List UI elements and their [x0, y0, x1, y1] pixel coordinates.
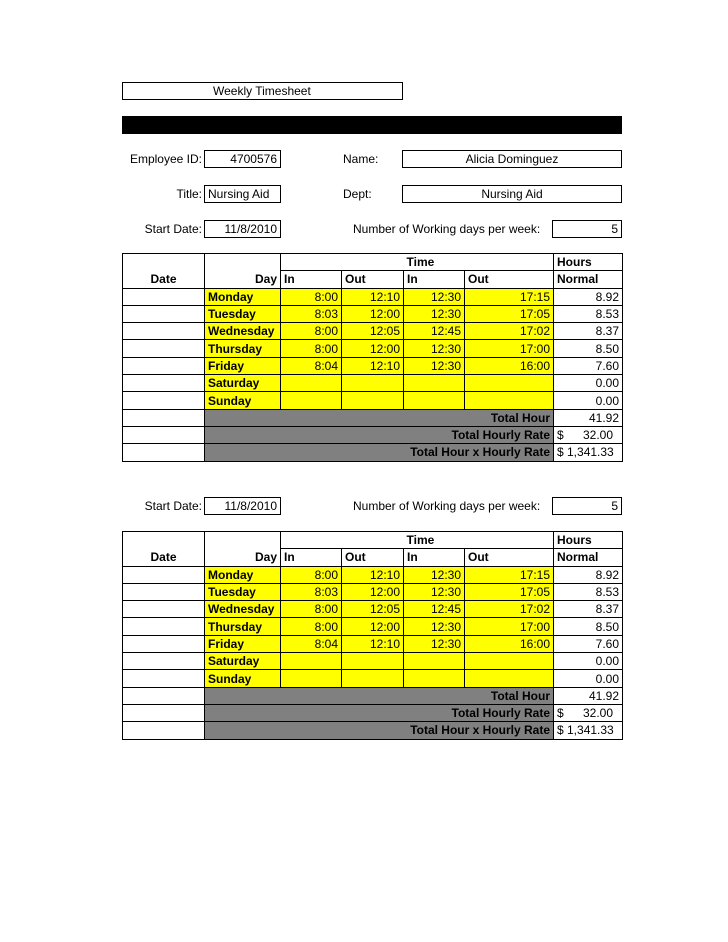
time-in-cell[interactable]: 8:00	[281, 288, 342, 305]
time-out-cell[interactable]	[465, 670, 554, 687]
table-row	[123, 305, 623, 322]
time-in-cell[interactable]: 8:04	[281, 357, 342, 374]
start-date-field[interactable]: 11/8/2010	[204, 220, 281, 238]
date-cell[interactable]	[123, 340, 205, 357]
time-out-cell[interactable]: 12:10	[342, 357, 404, 374]
title-field[interactable]: Nursing Aid	[204, 185, 281, 203]
time-in-cell[interactable]: 12:30	[404, 635, 465, 652]
out-header: Out	[465, 549, 554, 566]
time-in-cell[interactable]: 12:30	[404, 288, 465, 305]
currency-symbol: $	[557, 706, 564, 721]
hours-cell: 8.53	[554, 305, 623, 322]
hourly-rate-row	[123, 426, 623, 443]
hours-cell: 0.00	[554, 670, 623, 687]
day-cell: Thursday	[205, 340, 281, 357]
hours-cell: 8.37	[554, 323, 623, 340]
timesheet-table	[122, 531, 623, 740]
time-in-cell[interactable]	[404, 392, 465, 409]
total-hour-row	[123, 409, 623, 426]
time-in-cell[interactable]: 8:00	[281, 618, 342, 635]
date-cell[interactable]	[123, 670, 205, 687]
time-in-cell[interactable]: 8:00	[281, 323, 342, 340]
out-header: Out	[465, 271, 554, 288]
employee-id-label: Employee ID:	[129, 152, 202, 166]
date-header: Date	[123, 549, 205, 566]
day-cell: Sunday	[205, 392, 281, 409]
hours-cell: 8.53	[554, 583, 623, 600]
rate-amount: 32.00	[582, 428, 613, 443]
date-cell[interactable]	[123, 601, 205, 618]
out-header: Out	[342, 271, 404, 288]
time-out-cell[interactable]: 12:05	[342, 601, 404, 618]
time-in-cell[interactable]	[404, 653, 465, 670]
time-in-cell[interactable]: 8:00	[281, 566, 342, 583]
time-out-cell[interactable]: 12:00	[342, 618, 404, 635]
day-cell: Wednesday	[205, 323, 281, 340]
time-out-cell[interactable]: 12:00	[342, 340, 404, 357]
table-row	[123, 340, 623, 357]
table-row	[123, 392, 623, 409]
hours-header: Hours	[554, 532, 623, 549]
currency-symbol: $	[557, 428, 564, 443]
time-out-cell[interactable]	[342, 670, 404, 687]
table-row	[123, 618, 623, 635]
time-in-cell[interactable]: 8:00	[281, 340, 342, 357]
day-cell: Tuesday	[205, 305, 281, 322]
dept-field[interactable]: Nursing Aid	[402, 185, 622, 203]
header-banner	[122, 116, 622, 134]
working-days-field[interactable]: 5	[552, 220, 622, 238]
date-cell[interactable]	[123, 653, 205, 670]
in-header: In	[281, 549, 342, 566]
time-out-cell[interactable]: 17:05	[465, 305, 554, 322]
time-in-cell[interactable]	[281, 392, 342, 409]
hours-cell: 8.92	[554, 288, 623, 305]
timesheet-table	[122, 253, 623, 462]
rate-amount: 32.00	[582, 706, 613, 721]
time-out-cell[interactable]: 12:10	[342, 288, 404, 305]
time-header: Time	[404, 254, 465, 271]
hours-cell: 7.60	[554, 357, 623, 374]
start-date-label: Start Date:	[144, 499, 202, 513]
time-out-cell[interactable]: 17:05	[465, 583, 554, 600]
normal-header: Normal	[554, 549, 623, 566]
time-out-cell[interactable]: 17:00	[465, 340, 554, 357]
hours-cell: 7.60	[554, 635, 623, 652]
date-cell[interactable]	[123, 305, 205, 322]
total-hour-label: Total Hour	[205, 409, 554, 426]
date-cell[interactable]	[123, 323, 205, 340]
day-cell: Friday	[205, 357, 281, 374]
hours-cell: 8.50	[554, 340, 623, 357]
hours-cell: 0.00	[554, 392, 623, 409]
table-row	[123, 601, 623, 618]
time-in-cell[interactable]	[404, 375, 465, 392]
table-row	[123, 635, 623, 652]
total-hour-value: 41.92	[554, 409, 623, 426]
table-row	[123, 323, 623, 340]
time-out-cell[interactable]	[465, 392, 554, 409]
dept-label: Dept:	[343, 187, 372, 201]
day-header: Day	[205, 271, 281, 288]
day-cell: Saturday	[205, 375, 281, 392]
timesheet-title-box	[122, 82, 403, 100]
time-out-cell[interactable]: 17:02	[465, 323, 554, 340]
time-in-cell[interactable]	[281, 670, 342, 687]
time-in-cell[interactable]: 8:03	[281, 583, 342, 600]
time-out-cell[interactable]	[342, 653, 404, 670]
time-out-cell[interactable]: 17:02	[465, 601, 554, 618]
out-header: Out	[342, 549, 404, 566]
in-header: In	[404, 271, 465, 288]
hourly-rate-label: Total Hourly Rate	[205, 426, 554, 443]
table-row	[123, 288, 623, 305]
time-out-cell[interactable]	[342, 392, 404, 409]
day-cell: Monday	[205, 288, 281, 305]
time-out-cell[interactable]: 17:15	[465, 288, 554, 305]
hourly-rate-value[interactable]	[554, 426, 623, 443]
date-cell[interactable]	[123, 375, 205, 392]
time-out-cell[interactable]	[465, 375, 554, 392]
date-cell[interactable]	[123, 635, 205, 652]
hours-cell: 8.92	[554, 566, 623, 583]
date-cell[interactable]	[123, 618, 205, 635]
time-in-cell[interactable]: 8:04	[281, 635, 342, 652]
hours-cell: 8.50	[554, 618, 623, 635]
day-cell: Monday	[205, 566, 281, 583]
working-days-field[interactable]: 5	[552, 497, 622, 515]
day-header: Day	[205, 549, 281, 566]
total-hour-label: Total Hour	[205, 687, 554, 704]
day-cell: Sunday	[205, 670, 281, 687]
time-in-cell[interactable]: 12:30	[404, 583, 465, 600]
total-pay-row	[123, 444, 623, 461]
hourly-rate-row	[123, 704, 623, 721]
table-row	[123, 566, 623, 583]
start-date-label: Start Date:	[144, 222, 202, 236]
date-cell[interactable]	[123, 288, 205, 305]
time-out-cell[interactable]	[342, 375, 404, 392]
table-row	[123, 670, 623, 687]
time-in-cell[interactable]: 12:45	[404, 323, 465, 340]
date-cell[interactable]	[123, 357, 205, 374]
time-out-cell[interactable]: 16:00	[465, 635, 554, 652]
table-row	[123, 375, 623, 392]
working-days-label: Number of Working days per week:	[353, 499, 541, 513]
day-cell: Wednesday	[205, 601, 281, 618]
hourly-rate-value[interactable]	[554, 704, 623, 721]
timesheet-title: Weekly Timesheet	[213, 84, 311, 98]
time-in-cell[interactable]: 12:45	[404, 601, 465, 618]
name-label: Name:	[343, 152, 379, 166]
time-in-cell[interactable]	[404, 670, 465, 687]
time-in-cell[interactable]: 8:03	[281, 305, 342, 322]
hours-cell: 0.00	[554, 653, 623, 670]
time-in-cell[interactable]	[281, 653, 342, 670]
date-header: Date	[123, 271, 205, 288]
normal-header: Normal	[554, 271, 623, 288]
total-pay-row	[123, 722, 623, 739]
time-out-cell[interactable]: 17:00	[465, 618, 554, 635]
total-hour-row	[123, 687, 623, 704]
time-out-cell[interactable]: 12:00	[342, 583, 404, 600]
time-in-cell[interactable]	[281, 375, 342, 392]
hours-cell: 8.37	[554, 601, 623, 618]
day-cell: Saturday	[205, 653, 281, 670]
time-out-cell[interactable]: 12:10	[342, 635, 404, 652]
time-out-cell[interactable]: 16:00	[465, 357, 554, 374]
day-cell: Tuesday	[205, 583, 281, 600]
time-header: Time	[404, 532, 465, 549]
date-cell[interactable]	[123, 392, 205, 409]
time-in-cell[interactable]: 12:30	[404, 618, 465, 635]
time-out-cell[interactable]: 17:15	[465, 566, 554, 583]
name-field[interactable]: Alicia Dominguez	[402, 150, 622, 168]
working-days-label: Number of Working days per week:	[353, 222, 541, 236]
total-pay-label: Total Hour x Hourly Rate	[205, 444, 554, 461]
time-in-cell[interactable]: 12:30	[404, 357, 465, 374]
time-out-cell[interactable]: 12:00	[342, 305, 404, 322]
start-date-field[interactable]: 11/8/2010	[204, 497, 281, 515]
in-header: In	[281, 271, 342, 288]
time-in-cell[interactable]: 12:30	[404, 566, 465, 583]
day-cell: Friday	[205, 635, 281, 652]
total-pay-value: $ 1,341.33	[554, 722, 623, 739]
total-pay-label: Total Hour x Hourly Rate	[205, 722, 554, 739]
table-row	[123, 357, 623, 374]
title-label: Title:	[176, 187, 202, 201]
total-pay-value: $ 1,341.33	[554, 444, 623, 461]
time-out-cell[interactable]	[465, 653, 554, 670]
total-hour-value: 41.92	[554, 687, 623, 704]
hours-header: Hours	[554, 254, 623, 271]
day-cell: Thursday	[205, 618, 281, 635]
time-in-cell[interactable]: 12:30	[404, 340, 465, 357]
date-cell[interactable]	[123, 583, 205, 600]
hours-cell: 0.00	[554, 375, 623, 392]
time-out-cell[interactable]: 12:10	[342, 566, 404, 583]
date-cell[interactable]	[123, 566, 205, 583]
table-row	[123, 653, 623, 670]
table-row	[123, 583, 623, 600]
hourly-rate-label: Total Hourly Rate	[205, 704, 554, 721]
in-header: In	[404, 549, 465, 566]
time-out-cell[interactable]: 12:05	[342, 323, 404, 340]
time-in-cell[interactable]: 12:30	[404, 305, 465, 322]
employee-id-field[interactable]: 4700576	[204, 150, 281, 168]
time-in-cell[interactable]: 8:00	[281, 601, 342, 618]
